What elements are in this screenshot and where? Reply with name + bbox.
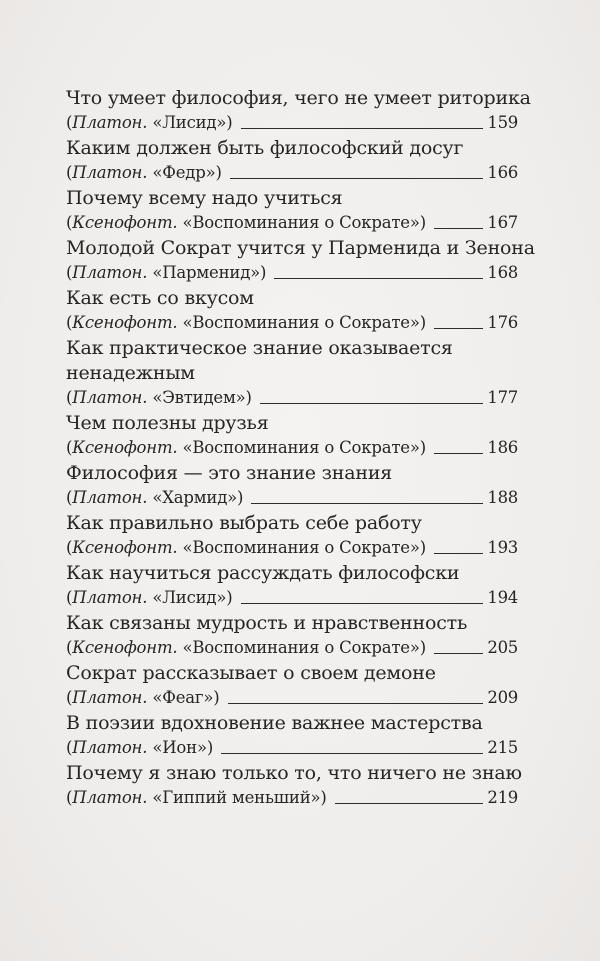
toc-entry-source-line	[66, 686, 518, 710]
toc-entry-author: Платон.	[72, 113, 148, 132]
toc-entry	[66, 286, 518, 335]
toc-entry-source	[66, 736, 213, 760]
toc-entry-title: Как правильно выбрать себе работу	[66, 512, 422, 534]
open-paren: (	[66, 313, 73, 332]
toc-entry	[66, 136, 518, 185]
toc-entry-source	[66, 261, 266, 285]
open-paren: (	[66, 588, 73, 607]
toc-entry-source-line	[66, 586, 518, 610]
toc-entry-source	[66, 786, 327, 810]
toc-entry-author: Платон.	[72, 163, 148, 182]
toc-entry-source-line	[66, 436, 518, 460]
toc-entry-page-number: 219	[487, 788, 518, 807]
open-paren: (	[66, 638, 73, 657]
toc-entry-author: Платон.	[72, 688, 148, 707]
toc-entry-work: «Воспоминания о Сократе»)	[177, 638, 426, 657]
toc-entry-source	[66, 636, 426, 660]
toc-leader-line	[434, 653, 483, 654]
toc-entry-work: «Воспоминания о Сократе»)	[177, 538, 426, 557]
toc-entry-page-number: 194	[487, 588, 518, 607]
toc-leader-line	[434, 453, 483, 454]
toc-entry-page-number: 159	[487, 113, 518, 132]
toc-leader-line	[434, 328, 483, 329]
toc-leader-line	[230, 178, 484, 179]
toc-entry-page-number: 188	[487, 488, 518, 507]
open-paren: (	[66, 688, 73, 707]
open-paren: (	[66, 388, 73, 407]
toc-entry-work: «Воспоминания о Сократе»)	[177, 213, 426, 232]
toc-entry-author: Платон.	[72, 788, 148, 807]
toc-entry-title: Чем полезны друзья	[66, 412, 269, 434]
toc-entry-source-line	[66, 211, 518, 235]
toc-entry-work: «Феаг»)	[147, 688, 220, 707]
toc-entry-work: «Лисид»)	[147, 113, 233, 132]
toc-entry-page-number: 209	[487, 688, 518, 707]
toc-entry-source	[66, 161, 222, 185]
toc-entry-work: «Воспоминания о Сократе»)	[177, 438, 426, 457]
toc-entry-source-line	[66, 161, 518, 185]
toc-entry-title: Сократ рассказывает о своем демоне	[66, 662, 436, 684]
toc-entry-title: Как связаны мудрость и нравственность	[66, 612, 468, 634]
toc-entry-page-number: 215	[487, 738, 518, 757]
toc-leader-line	[221, 753, 483, 754]
toc-entry-author: Платон.	[72, 588, 148, 607]
toc-entry	[66, 661, 518, 710]
toc-entry-source-line	[66, 261, 518, 285]
toc-entry	[66, 186, 518, 235]
toc-entry-title: Молодой Сократ учится у Парменида и Зенона	[66, 237, 535, 259]
toc-entry	[66, 761, 522, 810]
toc-entry-title: Что умеет философия, чего не умеет риторика	[66, 87, 531, 109]
toc-entry	[66, 711, 518, 760]
toc-entry-page-number: 167	[487, 213, 518, 232]
toc-entry-page-number: 166	[487, 163, 518, 182]
toc-entry-title: Почему я знаю только то, что ничего не знаю	[66, 762, 522, 784]
toc-entry	[66, 461, 518, 510]
toc-entry-source	[66, 686, 220, 710]
toc-entry	[66, 336, 518, 410]
open-paren: (	[66, 263, 73, 282]
toc-entry-source	[66, 536, 426, 560]
toc-entry-work: «Парменид»)	[147, 263, 267, 282]
toc-leader-line	[241, 128, 484, 129]
toc-entry-source-line	[66, 636, 518, 660]
toc-entry	[66, 86, 531, 135]
toc-entry-source-line	[66, 536, 518, 560]
toc-entry	[66, 511, 518, 560]
toc-entry-work: «Гиппий меньший»)	[147, 788, 327, 807]
toc-entry-source-line	[66, 386, 518, 410]
toc-entry-work: «Федр»)	[147, 163, 222, 182]
open-paren: (	[66, 438, 73, 457]
open-paren: (	[66, 213, 73, 232]
toc-leader-line	[274, 278, 483, 279]
open-paren: (	[66, 738, 73, 757]
toc-entry-page-number: 186	[487, 438, 518, 457]
toc-leader-line	[251, 503, 483, 504]
toc-entry-work: «Эвтидем»)	[147, 388, 252, 407]
toc-entry-title: ненадежным	[66, 362, 195, 384]
toc-entry-source-line	[66, 786, 518, 810]
toc-entry-page-number: 177	[487, 388, 518, 407]
toc-entry	[66, 611, 518, 660]
toc-entry	[66, 411, 518, 460]
toc-leader-line	[228, 703, 484, 704]
toc-entry-author: Платон.	[72, 388, 148, 407]
toc-entry-work: «Лисид»)	[147, 588, 233, 607]
toc-entry-author: Платон.	[72, 488, 148, 507]
toc-entry-source-line	[66, 486, 518, 510]
toc-entry-work: «Ион»)	[147, 738, 214, 757]
toc-entry-author: Ксенофонт.	[72, 638, 178, 657]
toc-entry-title: Как практическое знание оказывается	[66, 337, 453, 359]
toc-leader-line	[260, 403, 484, 404]
toc-entry-author: Ксенофонт.	[72, 438, 178, 457]
toc-leader-line	[335, 803, 484, 804]
toc-entry-source	[66, 486, 243, 510]
toc-entry-author: Платон.	[72, 738, 148, 757]
toc-entry-source	[66, 311, 426, 335]
open-paren: (	[66, 788, 73, 807]
open-paren: (	[66, 113, 73, 132]
toc-entry-work: «Воспоминания о Сократе»)	[177, 313, 426, 332]
table-of-contents	[66, 86, 535, 811]
toc-entry-author: Ксенофонт.	[72, 213, 178, 232]
toc-entry-title: Как есть со вкусом	[66, 287, 254, 309]
toc-entry-source-line	[66, 111, 518, 135]
toc-leader-line	[434, 553, 483, 554]
toc-entry-page-number: 176	[487, 313, 518, 332]
toc-entry	[66, 561, 518, 610]
toc-entry-source	[66, 436, 426, 460]
toc-entry-page-number: 205	[487, 638, 518, 657]
open-paren: (	[66, 488, 73, 507]
toc-leader-line	[241, 603, 484, 604]
toc-entry-title: Почему всему надо учиться	[66, 187, 343, 209]
toc-entry-page-number: 193	[487, 538, 518, 557]
toc-entry-author: Ксенофонт.	[72, 313, 178, 332]
open-paren: (	[66, 538, 73, 557]
toc-entry-title: Философия — это знание знания	[66, 462, 393, 484]
toc-entry-title: Как научиться рассуждать философски	[66, 562, 460, 584]
toc-entry-author: Платон.	[72, 263, 148, 282]
toc-entry-source-line	[66, 311, 518, 335]
toc-entry-work: «Хармид»)	[147, 488, 244, 507]
open-paren: (	[66, 163, 73, 182]
toc-entry-title: В поэзии вдохновение важнее мастерства	[66, 712, 483, 734]
toc-entry-title: Каким должен быть философский досуг	[66, 137, 464, 159]
toc-leader-line	[434, 228, 483, 229]
toc-entry-source	[66, 386, 252, 410]
toc-entry-source	[66, 111, 233, 135]
toc-entry-source-line	[66, 736, 518, 760]
toc-entry-source	[66, 211, 426, 235]
toc-entry-page-number: 168	[487, 263, 518, 282]
toc-entry-source	[66, 586, 233, 610]
toc-entry	[66, 236, 535, 285]
toc-entry-author: Ксенофонт.	[72, 538, 178, 557]
